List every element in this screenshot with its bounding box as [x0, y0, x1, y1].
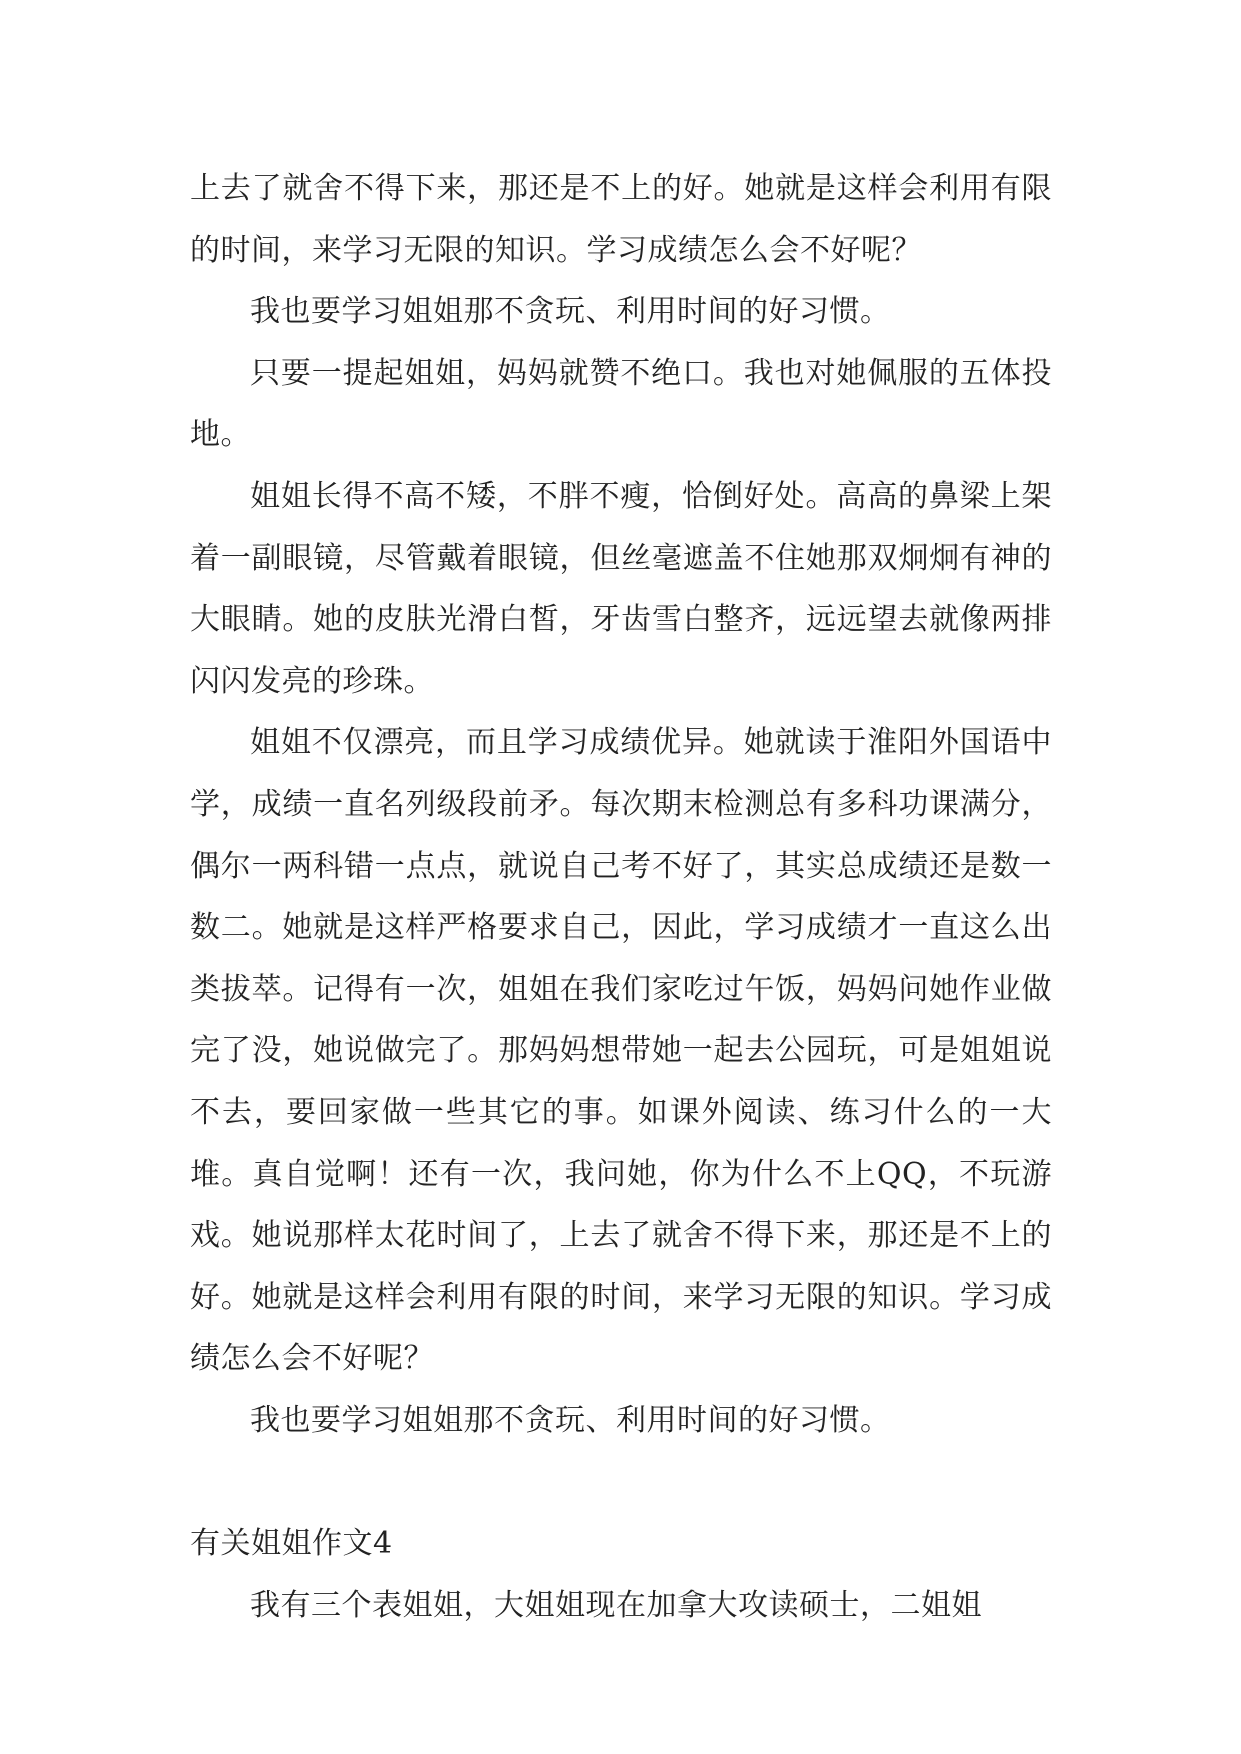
paragraph: 姐姐长得不高不矮，不胖不瘦，恰倒好处。高高的鼻梁上架着一副眼镜，尽管戴着眼镜，但丝毫遮盖不住她那双炯炯有神的大眼睛。她的皮肤光滑白皙，牙齿雪白整齐，远远望去就像两排闪闪发亮的珍珠。 — [190, 478, 1052, 699]
paragraph: 上去了就舍不得下来，那还是不上的好。她就是这样会利用有限的时间，来学习无限的知识。学习成绩怎么会不好呢？ — [190, 171, 1052, 268]
paragraph: 我有三个表姐姐，大姐姐现在加拿大攻读硕士，二姐姐 — [250, 1587, 982, 1623]
paragraph: 我也要学习姐姐那不贪玩、利用时间的好习惯。 — [250, 1402, 891, 1438]
paragraph: 姐姐不仅漂亮，而且学习成绩优异。她就读于淮阳外国语中学，成绩一直名列级段前矛。每次期末检测总有多科功课满分，偶尔一两科错一点点，就说自己考不好了，其实总成绩还是数一数二。她就是这样严格要求自己，因此，学习成绩才一直这么出类拔萃。记得有一次，姐姐在我们家吃过午饭，妈妈问她作业做完了没，她说做完了。那妈妈想带她一起去公园玩，可是姐姐说不去，要回家做一些其它的事。如课外阅读、练习什么的一大堆。真自觉啊！还有一次，我问她，你为什么不上QQ，不玩游戏。她说那样太花时间了，上去了就舍不得下来，那还是不上的好。她就是这样会利用有限的时间，来学习无限的知识。学习成绩怎么会不好呢？ — [190, 725, 1052, 1377]
paragraph: 只要一提起姐姐，妈妈就赞不绝口。我也对她佩服的五体投地。 — [190, 355, 1052, 453]
section-heading: 有关姐姐作文4 — [190, 1526, 393, 1562]
paragraph: 我也要学习姐姐那不贪玩、利用时间的好习惯。 — [250, 294, 891, 330]
section-spacer — [190, 1451, 1052, 1513]
document-body — [190, 158, 1052, 1636]
